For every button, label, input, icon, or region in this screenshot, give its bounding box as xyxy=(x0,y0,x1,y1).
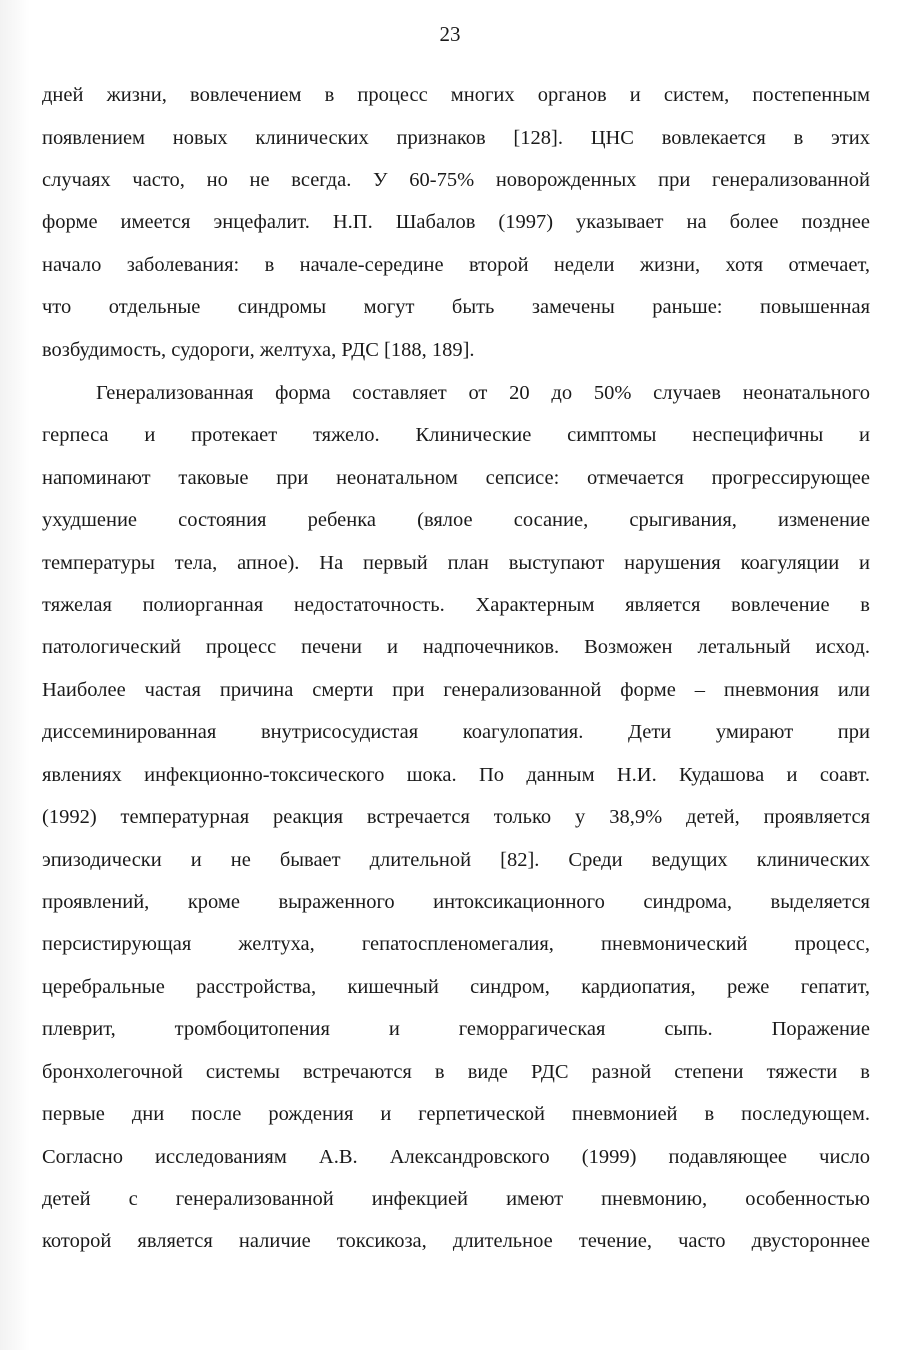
text-line: возбудимость, судороги, желтуха, РДС [188, 189]. xyxy=(42,339,475,361)
page-number: 23 xyxy=(439,22,461,46)
text-line: (1992) температурная реакция встречается только у 38,9% детей, проявляется xyxy=(42,806,870,828)
text-line: появлением новых клинических признаков [128]. ЦНС вовлекается в этих xyxy=(42,127,870,149)
text-line: первые дни после рождения и герпетической пневмонией в последующем. xyxy=(42,1103,870,1125)
text-line: патологический процесс печени и надпочечников. Возможен летальный исход. xyxy=(42,636,870,658)
text-line: явлениях инфекционно-токсического шока. По данным Н.И. Кудашова и соавт. xyxy=(42,764,870,786)
text-line: Генерализованная форма составляет от 20 до 50% случаев неонатального xyxy=(96,382,870,404)
text-line: Наиболее частая причина смерти при генерализованной форме – пневмония или xyxy=(42,679,870,701)
text-line: персистирующая желтуха, гепатоспленомегалия, пневмонический процесс, xyxy=(42,933,870,955)
text-line: форме имеется энцефалит. Н.П. Шабалов (1997) указывает на более позднее xyxy=(42,211,870,233)
text-line: церебральные расстройства, кишечный синдром, кардиопатия, реже гепатит, xyxy=(42,976,870,998)
text-line: Согласно исследованиям А.В. Александровского (1999) подавляющее число xyxy=(42,1146,870,1168)
text-line: диссеминированная внутрисосудистая коагулопатия. Дети умирают при xyxy=(42,721,870,743)
text-line: которой является наличие токсикоза, длительное течение, часто двустороннее xyxy=(42,1230,870,1252)
scan-edge-shadow xyxy=(0,0,30,1350)
text-line: герпеса и протекает тяжело. Клинические симптомы неспецифичны и xyxy=(42,424,870,446)
text-line: проявлений, кроме выраженного интоксикационного синдрома, выделяется xyxy=(42,891,870,913)
text-line: дней жизни, вовлечением в процесс многих органов и систем, постепенным xyxy=(42,84,870,106)
text-line: бронхолегочной системы встречаются в виде РДС разной степени тяжести в xyxy=(42,1061,870,1083)
text-line: тяжелая полиорганная недостаточность. Характерным является вовлечение в xyxy=(42,594,870,616)
text-line: начало заболевания: в начале-середине второй недели жизни, хотя отмечает, xyxy=(42,254,870,276)
text-line: случаях часто, но не всегда. У 60-75% новорожденных при генерализованной xyxy=(42,169,870,191)
text-line: плеврит, тромбоцитопения и геморрагическая сыпь. Поражение xyxy=(42,1018,870,1040)
text-line: ухудшение состояния ребенка (вялое сосание, срыгивания, изменение xyxy=(42,509,870,531)
text-line: эпизодически и не бывает длительной [82]. Среди ведущих клинических xyxy=(42,849,870,871)
text-line: что отдельные синдромы могут быть замечены раньше: повышенная xyxy=(42,296,870,318)
text-line: детей с генерализованной инфекцией имеют пневмонию, особенностью xyxy=(42,1188,870,1210)
text-line: температуры тела, апное). На первый план выступают нарушения коагуляции и xyxy=(42,552,870,574)
text-line: напоминают таковые при неонатальном сепсисе: отмечается прогрессирующее xyxy=(42,467,870,489)
